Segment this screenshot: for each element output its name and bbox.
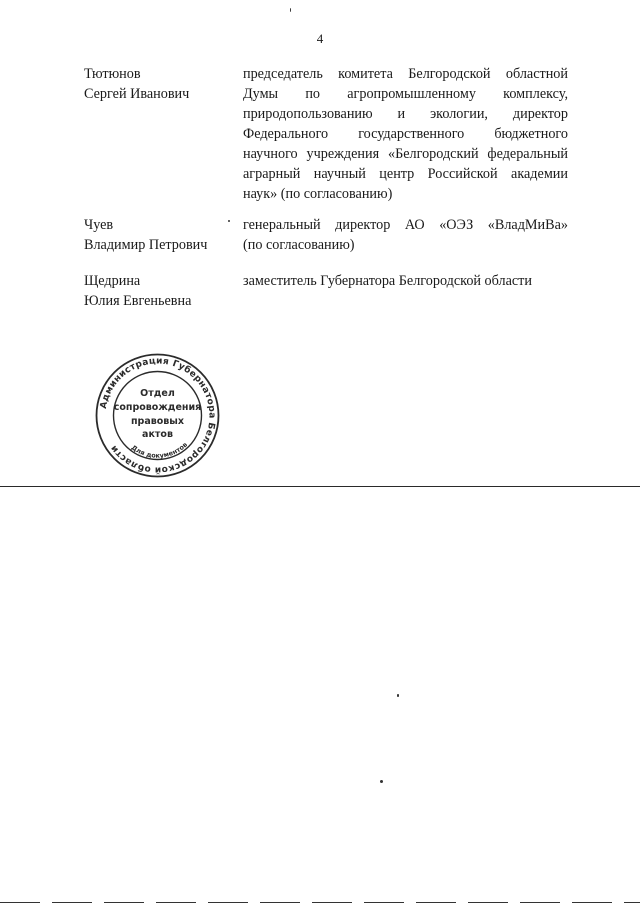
role-line: наук» (по согласованию) xyxy=(243,186,393,202)
role-line: генеральный директор АО «ОЭЗ «ВладМиВа» xyxy=(243,217,568,233)
page-divider xyxy=(0,486,640,487)
role-line: заместитель Губернатора Белгородской области xyxy=(243,273,532,289)
scan-speck xyxy=(397,694,399,697)
stamp-line: Отдел xyxy=(140,388,175,399)
page-number: 4 xyxy=(316,31,324,46)
member-surname: Чуев xyxy=(84,217,114,233)
stamp-outer-text: Администрация Губернатора Белгородской области xyxy=(98,356,217,475)
role-line: аграрный научный центр Российской академии xyxy=(243,166,568,182)
scan-speck xyxy=(290,8,291,12)
official-stamp xyxy=(94,352,221,479)
member-name xyxy=(84,215,234,255)
role-line: научного учреждения «Белгородский федеральный xyxy=(243,146,568,162)
member-surname: Тютюнов xyxy=(84,66,141,82)
stamp-bottom-text: Для документов xyxy=(129,440,189,460)
role-line: Думы по агропромышленному комплексу, xyxy=(243,86,568,102)
member-surname: Щедрина xyxy=(84,273,141,289)
member-role xyxy=(243,271,568,291)
member-name xyxy=(84,271,234,311)
role-line: (по согласованию) xyxy=(243,237,355,253)
scan-speck xyxy=(228,220,230,222)
role-line: природопользованию и экологии, директор xyxy=(243,106,568,122)
member-given-names: Владимир Петрович xyxy=(84,237,208,253)
member-role xyxy=(243,64,568,204)
scan-speck xyxy=(380,780,383,783)
member-given-names: Сергей Иванович xyxy=(84,86,190,102)
stamp-line: сопровождения xyxy=(113,402,202,413)
stamp-line: правовых xyxy=(130,416,185,427)
member-role xyxy=(243,215,568,255)
role-line: Федерального государственного бюджетного xyxy=(243,126,568,142)
bottom-scan-edge xyxy=(0,902,640,903)
member-name xyxy=(84,64,234,104)
stamp-center-text xyxy=(114,388,201,440)
stamp-bottom-text-holder xyxy=(130,441,189,460)
stamp-line: актов xyxy=(142,429,173,440)
member-given-names: Юлия Евгеньевна xyxy=(84,293,192,309)
role-line: председатель комитета Белгородской областной xyxy=(243,66,568,82)
